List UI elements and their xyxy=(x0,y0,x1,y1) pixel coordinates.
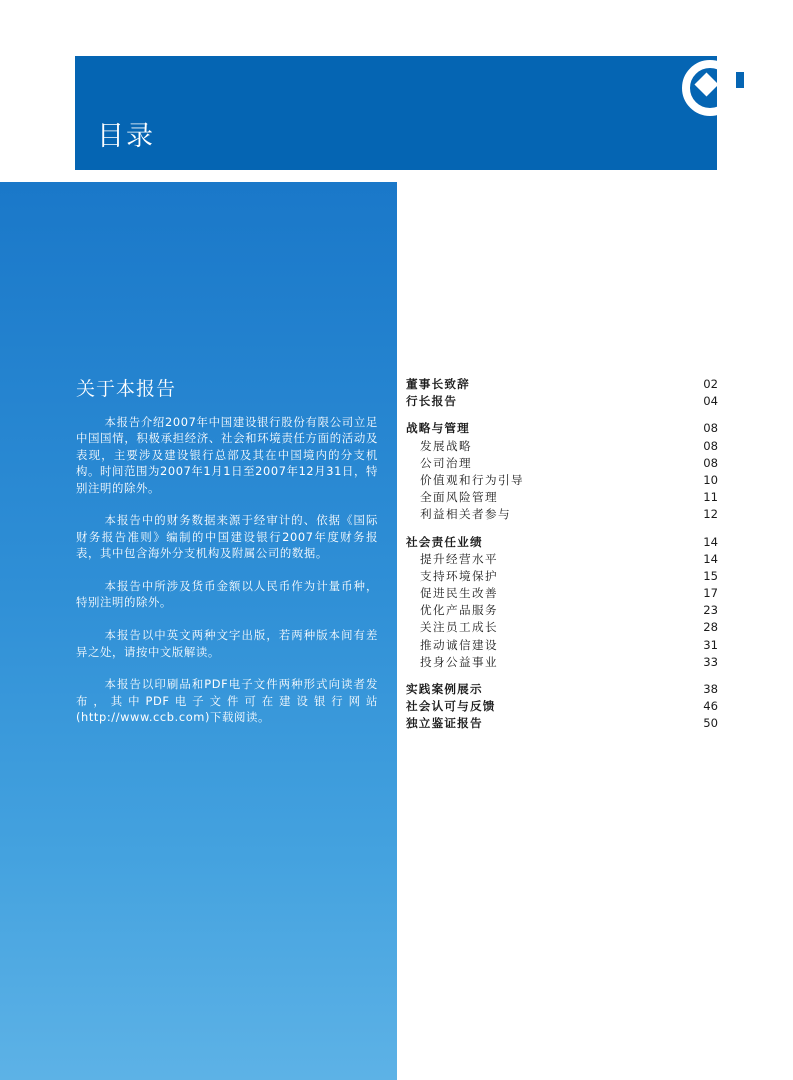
toc-entry-page: 31 xyxy=(703,637,718,652)
toc-divider xyxy=(406,410,718,420)
toc-entry[interactable] xyxy=(406,637,718,654)
toc-entry[interactable] xyxy=(406,654,718,671)
toc-entry-page: 46 xyxy=(703,699,718,714)
toc-entry[interactable] xyxy=(406,698,718,715)
toc-entry-label: 发展战略 xyxy=(420,438,472,453)
toc-entry-page: 15 xyxy=(703,568,718,583)
toc-entry[interactable] xyxy=(406,534,718,551)
toc-entry-page: 50 xyxy=(703,716,718,731)
toc-entry[interactable] xyxy=(406,506,718,523)
toc-entry-label: 公司治理 xyxy=(420,455,472,470)
toc-entry-label: 促进民生改善 xyxy=(420,586,498,601)
toc-entry[interactable] xyxy=(406,602,718,619)
about-paragraph: 本报告中所涉及货币金额以人民币作为计量币种，特别注明的除外。 xyxy=(76,579,378,610)
about-paragraph: 本报告介绍2007年中国建设银行股份有限公司立足中国国情，积极承担经济、社会和环境责任方面的活动及表现，主要涉及建设银行总部及其在中国境内的分支机构。时间范围为2007年1月1日至2007年12月31日，特别注明的除外。 xyxy=(76,415,378,495)
toc-entry-label: 推动诚信建设 xyxy=(420,637,498,652)
toc-entry-page: 38 xyxy=(703,682,718,696)
toc-entry-label: 社会认可与反馈 xyxy=(406,699,496,714)
about-paragraph: 本报告以印刷品和PDF电子文件两种形式向读者发布，其中PDF电子文件可在建设银行网站(http://www.ccb.com)下载阅读。 xyxy=(76,677,378,725)
toc-entry-page: 02 xyxy=(703,377,718,391)
toc-entry-label: 关注员工成长 xyxy=(420,620,498,635)
toc-entry[interactable] xyxy=(406,489,718,506)
page-title: 目录 xyxy=(97,121,155,152)
toc-entry[interactable] xyxy=(406,472,718,489)
toc-entry-page: 33 xyxy=(703,654,718,669)
toc-entry[interactable] xyxy=(406,619,718,636)
toc-entry-page: 12 xyxy=(703,507,718,522)
toc-entry[interactable] xyxy=(406,376,718,393)
toc-entry-label: 行长报告 xyxy=(406,394,458,409)
toc-entry-label: 独立鉴证报告 xyxy=(406,716,483,731)
toc-entry-page: 14 xyxy=(703,551,718,566)
toc-entry-page: 08 xyxy=(703,455,718,470)
toc-entry[interactable] xyxy=(406,420,718,437)
toc-entry[interactable] xyxy=(406,455,718,472)
toc-entry-label: 优化产品服务 xyxy=(420,603,498,618)
header-banner xyxy=(75,56,717,170)
toc-entry[interactable] xyxy=(406,568,718,585)
toc-entry[interactable] xyxy=(406,681,718,698)
toc-entry-label: 全面风险管理 xyxy=(420,490,498,505)
about-paragraph: 本报告以中英文两种文字出版，若两种版本间有差异之处，请按中文版解读。 xyxy=(76,628,378,659)
toc-entry-page: 17 xyxy=(703,586,718,601)
toc-entry[interactable] xyxy=(406,715,718,732)
toc-entry-label: 投身公益事业 xyxy=(420,654,498,669)
toc-entry-label: 战略与管理 xyxy=(406,421,470,436)
toc-divider xyxy=(406,671,718,681)
toc-entry-label: 支持环境保护 xyxy=(420,568,498,583)
toc-entry-label: 社会责任业绩 xyxy=(406,534,483,549)
toc-entry-label: 价值观和行为引导 xyxy=(420,472,524,487)
toc-entry-page: 23 xyxy=(703,603,718,618)
toc-divider xyxy=(406,524,718,534)
toc-entry[interactable] xyxy=(406,393,718,410)
toc-entry-page: 11 xyxy=(703,490,718,505)
toc-entry[interactable] xyxy=(406,438,718,455)
ccb-logo-icon xyxy=(676,56,744,120)
toc-entry-label: 董事长致辞 xyxy=(406,377,470,391)
toc-entry[interactable] xyxy=(406,585,718,602)
toc-entry-page: 28 xyxy=(703,620,718,635)
table-of-contents xyxy=(406,376,718,733)
about-title: 关于本报告 xyxy=(76,378,177,400)
toc-entry-label: 提升经营水平 xyxy=(420,551,498,566)
about-body xyxy=(76,414,378,742)
toc-entry-page: 08 xyxy=(703,438,718,453)
toc-entry-page: 04 xyxy=(703,394,718,409)
about-paragraph: 本报告中的财务数据来源于经审计的、依据《国际财务报告准则》编制的中国建设银行2007年度财务报表，其中包含海外分支机构及附属公司的数据。 xyxy=(76,513,378,561)
toc-entry-page: 10 xyxy=(703,472,718,487)
toc-entry-label: 利益相关者参与 xyxy=(420,507,511,522)
toc-entry-label: 实践案例展示 xyxy=(406,682,483,696)
toc-entry-page: 08 xyxy=(703,421,718,436)
toc-entry[interactable] xyxy=(406,551,718,568)
toc-entry-page: 14 xyxy=(703,534,718,549)
